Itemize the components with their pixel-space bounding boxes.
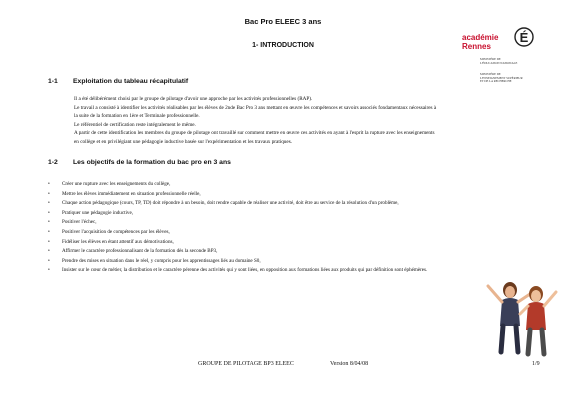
page-number: 1/9: [532, 361, 540, 367]
logo-brand: académie Rennes: [462, 33, 499, 51]
paragraph: en collège et en privilégiant une pédagogie inductive basée sur l'expérimentation et les travaux pratiques.: [74, 138, 293, 145]
student-left-figure: [488, 282, 530, 352]
paragraph: Le travail a consisté à identifier les activités réalisables par les élèves de 2nde Bac Pro 3 ans mettant en œuvre les compétences et savoirs associés fondamentaux nécessaires à: [74, 104, 437, 111]
list-item: • Chaque action pédagogique (cours, TP, TD) doit répondre à un besoin, doit rendre capable de réaliser une activité, doit être au service de la résolution d'un problème,: [48, 200, 399, 207]
section-title: Exploitation du tableau récapitulatif: [73, 78, 189, 85]
section-heading-1-2: [48, 159, 528, 169]
academie-e-icon: [514, 24, 534, 48]
svg-text:É: É: [519, 30, 529, 45]
section-number: 1-1: [48, 78, 58, 85]
list-item: • Mettre les élèves immédiatement en situation professionnelle réelle,: [48, 190, 201, 197]
paragraph: A partir de cette identification les membres du groupe de pilotage ont travaillé sur comment mettre en œuvre ces activités en ayant à l'esprit la rupture avec les enseignements: [74, 130, 435, 137]
intro-heading: 1- INTRODUCTION: [252, 42, 314, 49]
ministry-higher-education: MINISTÈRE DE L'ENSEIGNEMENT SUPÉRIEUR ET DE LA RECHERCHE: [480, 72, 523, 84]
objectives-list: [48, 181, 518, 284]
section-heading-1-1: [48, 78, 528, 88]
students-illustration: [480, 268, 560, 358]
list-item: • Pratiquer une pédagogie inductive,: [48, 209, 134, 216]
list-item: • Fidéliser les élèves en étant attentif aux démotivations,: [48, 238, 174, 245]
document-title: Bac Pro ELEEC 3 ans: [244, 17, 322, 26]
list-item: • Prendre des mises en situation dans le réel, y compris pour les apprentissages liés au domaine S0,: [48, 257, 261, 264]
footer-group: GROUPE DE PILOTAGE BP3 ELEEC: [198, 361, 294, 367]
list-item: • Créer une rupture avec les enseignements du collège,: [48, 181, 171, 187]
paragraph: la suite de la formation en 1ère et Terminale professionnelle.: [74, 113, 200, 120]
paragraph: Le référentiel de certification reste intégralement le même.: [74, 121, 196, 128]
list-item: • Insister sur le cœur de métier, la distribution et le caractère pérenne des activités qui y sont liées, en opposition aux formations liées aux produits qui par définition sont éphémères.: [48, 267, 428, 274]
footer-version: Version 8/04/08: [330, 361, 369, 367]
ministry-education: MINISTÈRE DE L'ÉDUCATION NATIONALE: [480, 57, 518, 65]
section-1-1-body: [74, 95, 544, 147]
section-number: 1-2: [48, 159, 58, 166]
list-item: • Positiver l'acquisition de compétences par les élèves,: [48, 228, 170, 235]
list-item: • Positiver l'échec,: [48, 219, 97, 226]
paragraph: Il a été délibérément choisi par le groupe de pilotage d'avoir une approche par les activités professionnelles (RAP).: [74, 96, 313, 102]
section-title: Les objectifs de la formation du bac pro en 3 ans: [73, 159, 231, 166]
list-item: • Affirmer le caractère professionnalisant de la formation dès la seconde BP3,: [48, 248, 218, 255]
